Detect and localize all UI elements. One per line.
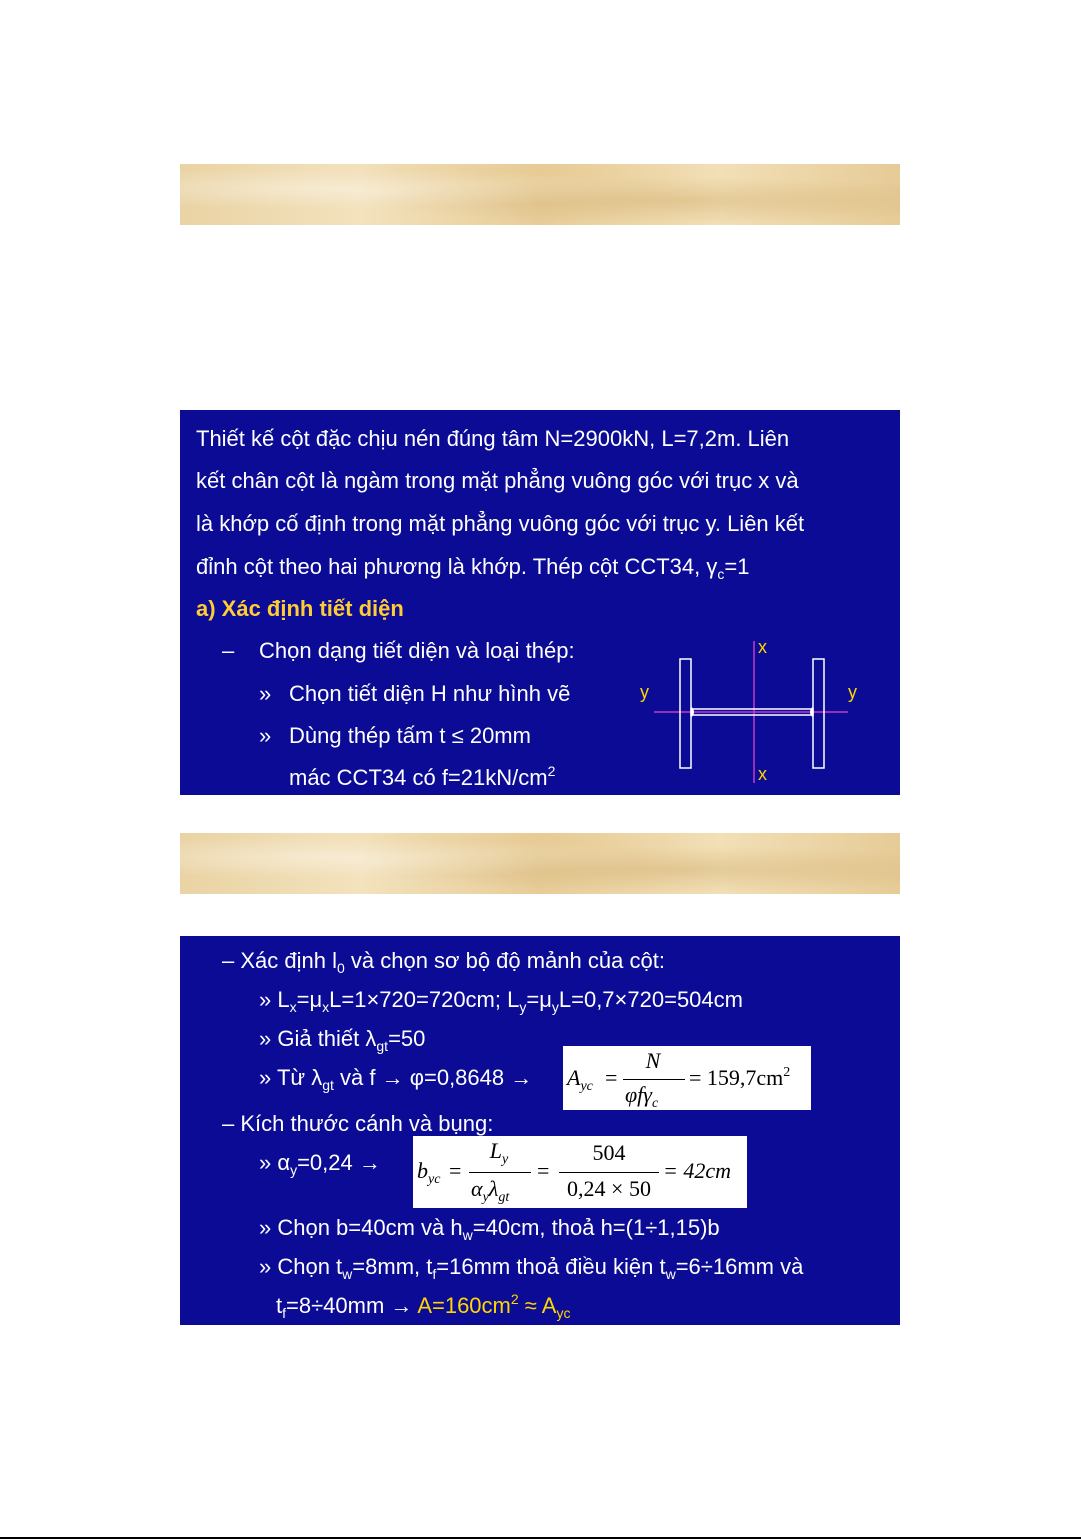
x-label-top: x bbox=[758, 637, 767, 657]
sub-bullet-h-section: Chọn tiết diện H như hình vẽ bbox=[289, 681, 571, 706]
slide-1 bbox=[180, 410, 900, 795]
alpha-coefficient: » $\alpha_y=0,24$ → bbox=[259, 1150, 381, 1178]
step-flange-web-size: – Kích thước cánh và bụng: bbox=[222, 1111, 494, 1136]
sub-bullet-plate: Dùng thép tấm t ≤ 20mm bbox=[289, 723, 531, 748]
problem-line-2: kết chân cột là ngàm trong mặt phẳng vuông góc với trục x và bbox=[196, 468, 799, 493]
required-area-formula: $A_{yc}$ = N φfγ$_c$ = $159,7cm^2$ bbox=[563, 1046, 811, 1110]
assumed-slenderness: » Giả thiết $\lambda_{gt}=50$ bbox=[259, 1026, 426, 1054]
problem-line-3: là khớp cố định trong mặt phẳng vuông góc với trục y. Liên kết bbox=[196, 511, 805, 536]
bullet-dash: – bbox=[222, 638, 235, 663]
chosen-thickness: » Chọn $t_w=8mm$, $t_f=16mm$ thoả điều kiện $t_w=6\div 16mm$ và bbox=[259, 1254, 804, 1282]
slide-title-bar-2 bbox=[180, 833, 900, 894]
sub-bullet-arrow-1: » bbox=[259, 681, 272, 706]
effective-length-values: » $L_x=\mu_xL=1\times 720=720cm$; $L_y=\mu_yL=0,7\times 720=504cm$ bbox=[259, 987, 743, 1015]
y-label-left: y bbox=[640, 682, 649, 702]
problem-line-1: Thiết kế cột đặc chịu nén đúng tâm N=2900kN, L=7,2m. Liên bbox=[196, 426, 790, 451]
buckling-coefficient: » Từ $\lambda_{gt}$ và f → φ=0,8648 → bbox=[259, 1065, 533, 1093]
right-flange bbox=[813, 659, 824, 768]
area-result: $t_f=8\div 40mm \to A=160cm^2 \approx A_{yc}$ bbox=[276, 1291, 571, 1321]
bullet-section-type: Chọn dạng tiết diện và loại thép: bbox=[259, 638, 575, 663]
y-label-right: y bbox=[848, 682, 857, 702]
h-section-diagram bbox=[630, 635, 890, 785]
sub-bullet-steel-grade: mác CCT34 có $f=21kN/cm^2$ bbox=[289, 763, 556, 790]
required-width-formula: $b_{yc}$ = $L_y$ $\alpha_y\lambda_{gt}$ = 504 0,24 × 50 = 42cm bbox=[413, 1136, 747, 1208]
sub-bullet-arrow-2: » bbox=[259, 723, 272, 748]
section-heading: a) Xác định tiết diện bbox=[196, 596, 404, 621]
slide-title-bar-1 bbox=[180, 164, 900, 225]
slide-2 bbox=[180, 936, 900, 1325]
problem-line-4: đỉnh cột theo hai phương là khớp. Thép cột CCT34, $\gamma_c=1$ bbox=[196, 554, 750, 582]
x-label-bottom: x bbox=[758, 764, 767, 784]
chosen-dimensions: » Chọn b=40cm và $h_w=40cm$, thoả h=(1÷1,15)b bbox=[259, 1215, 720, 1243]
step-effective-length: – Xác định $l_0$ và chọn sơ bộ độ mảnh của cột: bbox=[222, 948, 665, 976]
page-bottom-border bbox=[0, 1537, 1081, 1539]
left-flange bbox=[680, 659, 691, 768]
